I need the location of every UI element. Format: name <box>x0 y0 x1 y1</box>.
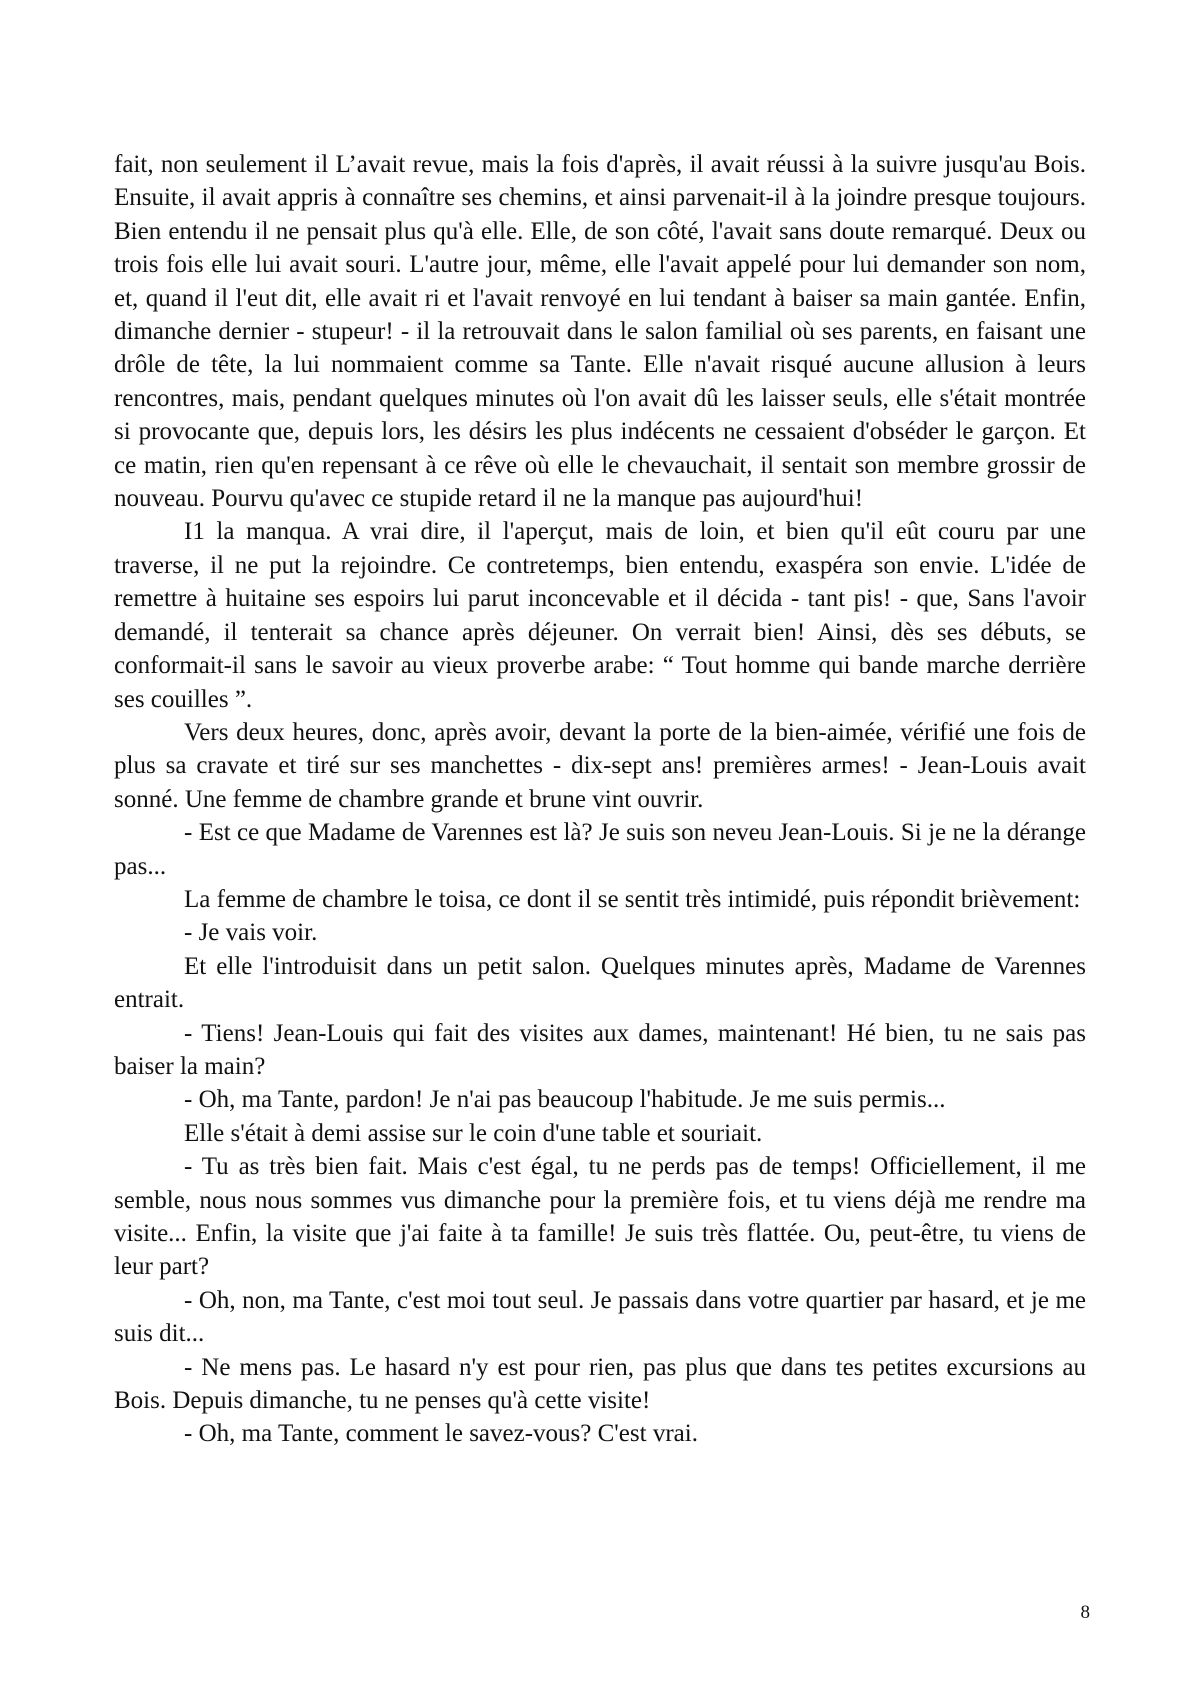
paragraph: - Oh, non, ma Tante, c'est moi tout seul. Je passais dans votre quartier par hasard, et je me suis dit... <box>114 1286 1086 1348</box>
body-text <box>114 148 1086 1451</box>
paragraph: - Oh, ma Tante, comment le savez-vous? C'est vrai. <box>184 1420 698 1448</box>
paragraph: Et elle l'introduisit dans un petit salon. Quelques minutes après, Madame de Varennes entrait. <box>114 952 1086 1014</box>
page-number: 8 <box>1080 1602 1090 1623</box>
paragraph: - Est ce que Madame de Varennes est là? Je suis son neveu Jean-Louis. Si je ne la dérange pas... <box>114 819 1086 880</box>
paragraph: I1 la manqua. A vrai dire, il l'aperçut, mais de loin, et bien qu'il eût couru par une traverse, il ne put la rejoindre. Ce contretemps, bien entendu, exaspéra son envie. L'idée de remettre à huitaine ses espoirs lui parut inconcevable et il décida - tant pis! - que, Sans l'avoir demandé, il tenterait sa chance après déjeuner. On verrait bien! Ainsi, dès ses débuts, se conformait-il sans le savoir au vieux proverbe arabe: “ Tout homme qui bande marche derrière ses couilles ”. <box>114 518 1086 713</box>
paragraph: - Je vais voir. <box>184 919 318 947</box>
paragraph: - Ne mens pas. Le hasard n'y est pour rien, pas plus que dans tes petites excursions au Bois. Depuis dimanche, tu ne penses qu'à cette visite! <box>114 1353 1086 1415</box>
paragraph: Vers deux heures, donc, après avoir, devant la porte de la bien-aimée, vérifié une fois de plus sa cravate et tiré sur ses manchettes - dix-sept ans! premières armes! - Jean-Louis avait sonné. Une femme de chambre grande et brune vint ouvrir. <box>114 718 1086 813</box>
paragraph: - Oh, ma Tante, pardon! Je n'ai pas beaucoup l'habitude. Je me suis permis... <box>184 1086 946 1114</box>
paragraph: - Tiens! Jean-Louis qui fait des visites aux dames, maintenant! Hé bien, tu ne sais pas baiser la main? <box>114 1019 1086 1080</box>
paragraph: - Tu as très bien fait. Mais c'est égal, tu ne perds pas de temps! Officiellement, il me semble, nous nous sommes vus dimanche pour la première fois, et tu viens déjà me rendre ma visite... Enfin, la visite que j'ai faite à ta famille! Je suis très flattée. Ou, peut-être, tu viens de leur part? <box>114 1153 1086 1281</box>
paragraph: Elle s'était à demi assise sur le coin d'une table et souriait. <box>184 1119 763 1147</box>
paragraph: fait, non seulement il L’avait revue, mais la fois d'après, il avait réussi à la suivre jusqu'au Bois. Ensuite, il avait appris à connaître ses chemins, et ainsi parvenait-il à la joindre presque toujours. Bien entendu il ne pensait plus qu'à elle. Elle, de son côté, l'avait sans doute remarqué. Deux ou trois fois elle lui avait souri. L'autre jour, même, elle l'avait appelé pour lui demander son nom, et, quand il l'eut dit, elle avait ri et l'avait renvoyé en lui tendant à baiser sa main gantée. Enfin, dimanche dernier - stupeur! - il la retrouvait dans le salon familial où ses parents, en faisant une drôle de tête, la lui nommaient comme sa Tante. Elle n'avait risqué aucune allusion à leurs rencontres, mais, pendant quelques minutes où l'on avait dû les laisser seuls, elle s'était montrée si provocante que, depuis lors, les désirs les plus indécents ne cessaient d'obséder le garçon. Et ce matin, rien qu'en repensant à ce rêve où elle le chevauchait, il sentait son membre grossir de nouveau. Pourvu qu'avec ce stupide retard il ne la manque pas aujourd'hui! <box>114 151 1086 513</box>
paragraph: La femme de chambre le toisa, ce dont il se sentit très intimidé, puis répondit brièvement: <box>184 885 1081 913</box>
